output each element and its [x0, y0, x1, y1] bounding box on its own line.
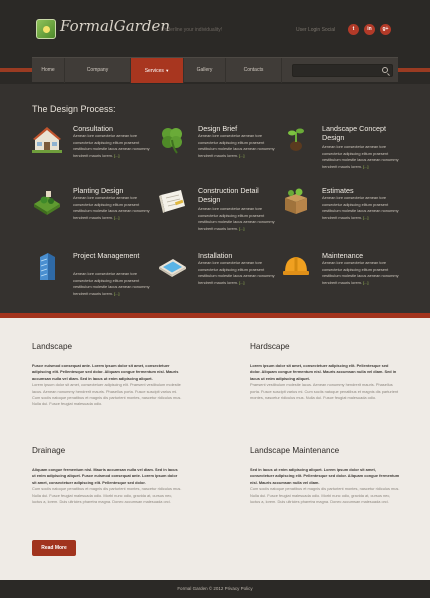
more-link[interactable]: [...] [239, 152, 245, 158]
service-title: Design Brief [198, 124, 238, 133]
hardscape-section [250, 342, 400, 401]
more-link[interactable]: [...] [114, 290, 120, 296]
site-header [0, 0, 430, 56]
landscape-section [32, 342, 182, 408]
service-title: Planting Design [73, 186, 124, 195]
linkedin-icon[interactable]: in [364, 24, 375, 35]
footer-text[interactable]: Formal Garden © 2012 Privacy Policy [177, 586, 253, 591]
service-title: Installation [198, 251, 233, 260]
tagline: Underline your individuality! [161, 27, 223, 33]
more-link[interactable]: [...] [363, 279, 369, 285]
more-link[interactable]: [...] [239, 225, 245, 231]
service-desc: Aenean lore consectetur aenean tore consectetur adipiscing elitum praesent vestibulum molestie lacus aenean nonummy hendrerit mauris lorem. [...] [198, 133, 275, 158]
nav-item-home[interactable]: Home [32, 58, 65, 83]
nav-item-company[interactable]: Company [65, 58, 131, 83]
nav-accent-right [398, 68, 430, 72]
more-link[interactable]: [...] [239, 279, 245, 285]
nav-item-contacts[interactable]: Contacts [226, 58, 282, 83]
user-login-link[interactable]: User Login Social [296, 27, 336, 33]
service-desc: Aenean lore consectetur aenean tore consectetur adipiscing elitum praesent vestibulum molestie lacus aenean nonummy hendrerit mauris lorem. [...] [73, 271, 150, 296]
service-title: Consultation [73, 124, 113, 133]
section-text: Cum sociis natoque penatibus et magnis dis parturient montes, nascetur ridiculus mus. Nulla dui. Fusce feugiat malesuada odio. Morbi nunc odio, gravida at, cursus nec, luctus a, lorem. Duis ultricies pharetra magna. Donec accumsan malesuada orci. [250, 486, 400, 505]
read-more-button[interactable]: Read More [32, 540, 76, 556]
pool-icon [157, 251, 187, 281]
section-bold-text: Aliquam congue fermentum nisl. Mauris accumsan nulla vel diam. Sed in lacus ut enim adipiscing aliquet. Fusce euismod consequat ante. Lorem ipsum dolor sit amet, consectetuer adipiscing elit. Pellentesque sed dolor. [32, 467, 178, 485]
service-title: Landscape Concept Design [322, 124, 386, 142]
content-area [0, 318, 430, 580]
section-text: Cum sociis natoque penatibus et magnis dis parturient montes, nascetur ridiculus mus. Nulla dui. Fusce feugiat malesuada odio. Morbi nunc odio, gravida at, cursus nec, luctus a, lorem. Duis ultricies pharetra magna. Donec accumsan malesuada orci. [32, 486, 182, 505]
service-desc: Aenean lore consectetur aenean tore consectetur adipiscing elitum praesent vestibulum molestie lacus aenean nonummy hendrerit mauris lorem. [...] [322, 195, 399, 220]
helmet-icon [281, 251, 311, 281]
twitter-icon[interactable]: t [348, 24, 359, 35]
site-footer [0, 580, 430, 598]
building-icon [32, 251, 62, 281]
services-section [0, 84, 430, 313]
navigation-bar [0, 56, 430, 84]
house-icon [32, 124, 62, 154]
section-title: Drainage [32, 446, 66, 455]
more-link[interactable]: [...] [363, 163, 369, 169]
nav-item-services[interactable] [131, 58, 184, 83]
landscape-maintenance-section [250, 446, 400, 505]
section-text: Lorem ipsum dolor sit amet, consectetuer adipiscing elit. Praesent vestibulum molestie lacus. Aenean nonummy hendrerit mauris. Phasellus porta. Fusce suscipit varius mi. Cum sociis natoque penatibus et magnis dis parturient montes, nascetur ridiculus mus. Nulla dui. Fusce feugiat malesuada odio. [32, 382, 182, 407]
logo-text[interactable]: FormalGarden [60, 17, 170, 35]
garden-icon [32, 186, 62, 216]
chevron-down-icon: ▼ [165, 68, 170, 73]
section-bold-text: Lorem ipsum dolor sit amet, consectetuer adipiscing elit. Pellentesque sed dolor. Aliquam congue fermentum nisl. Mauris accumsan nulla vel diam. Sed in lacus ut enim adipiscing aliquet. [250, 363, 397, 381]
section-bold-text: Sed in lacus ut enim adipiscing aliquet. Lorem ipsum dolor sit amet, consectetuer adipiscing elit. Pellentesque sed dolor. Aliquam congue fermentum nisl. Mauris accumsan nulla vel diam. [250, 467, 400, 485]
nav-menu [32, 57, 398, 82]
blueprint-icon [157, 186, 187, 216]
drainage-section [32, 446, 182, 505]
nav-item-services-label: Services [144, 68, 164, 74]
google-plus-icon[interactable]: g+ [380, 24, 391, 35]
section-bold-text: Fusce euismod consequat ante. Lorem ipsum dolor sit amet, consectetuer adipiscing elit. Pellentesque sed dolor. Aliquam congue fermentum nisl. Mauris accumsan nulla vel diam. Sed in lacus ut enim adipiscing aliquet. [32, 363, 179, 381]
nav-item-gallery[interactable]: Gallery [184, 58, 226, 83]
section-title: Hardscape [250, 342, 290, 351]
section-text: Praesent vestibulum molestie lacus. Aenean nonummy hendrerit mauris. Phasellus porta. Fusce suscipit varius mi. Cum sociis natoque penatibus et magnis dis parturient montes, nascetur ridiculus mus. Nulla dui. Fusce feugiat malesuada odio. [250, 382, 399, 401]
box-icon [281, 186, 311, 216]
more-link[interactable]: [...] [114, 214, 120, 220]
nav-accent-left [0, 68, 32, 72]
search-input[interactable] [292, 64, 393, 77]
section-title: Landscape Maintenance [250, 446, 340, 455]
service-title: Maintenance [322, 251, 364, 260]
clover-icon [157, 124, 187, 154]
more-link[interactable]: [...] [363, 214, 369, 220]
service-desc: Aenean lore consectetur aenean tore consectetur adipiscing elitum praesent vestibulum molestie lacus aenean nonummy hendrerit mauris lorem. [...] [73, 195, 150, 220]
service-desc: Aenean lore consectetur aenean tore consectetur adipiscing elitum praesent vestibulum molestie lacus aenean nonummy hendrerit mauris lorem. [...] [198, 206, 275, 231]
service-desc: Aenean lore consectetur aenean tore consectetur adipiscing elitum praesent vestibulum molestie lacus aenean nonummy hendrerit mauris lorem. [...] [198, 260, 275, 285]
service-title: Project Management [73, 251, 140, 260]
services-title: The Design Process: [32, 104, 116, 114]
service-title: Construction Detail Design [198, 186, 259, 204]
service-desc: Aenean lore consectetur aenean tore consectetur adipiscing elitum praesent vestibulum molestie lacus aenean nonummy hendrerit mauris lorem. [...] [322, 144, 399, 169]
service-title: Estimates [322, 186, 354, 195]
logo-icon[interactable] [36, 19, 56, 39]
more-link[interactable]: [...] [114, 152, 120, 158]
search-icon[interactable] [382, 67, 388, 73]
service-desc: Aenean lore consectetur aenean tore consectetur adipiscing elitum praesent vestibulum molestie lacus aenean nonummy hendrerit mauris lorem. [...] [73, 133, 150, 158]
service-desc: Aenean lore consectetur aenean tore consectetur adipiscing elitum praesent vestibulum molestie lacus aenean nonummy hendrerit mauris lorem. [...] [322, 260, 399, 285]
sprout-icon [281, 124, 311, 154]
section-title: Landscape [32, 342, 73, 351]
